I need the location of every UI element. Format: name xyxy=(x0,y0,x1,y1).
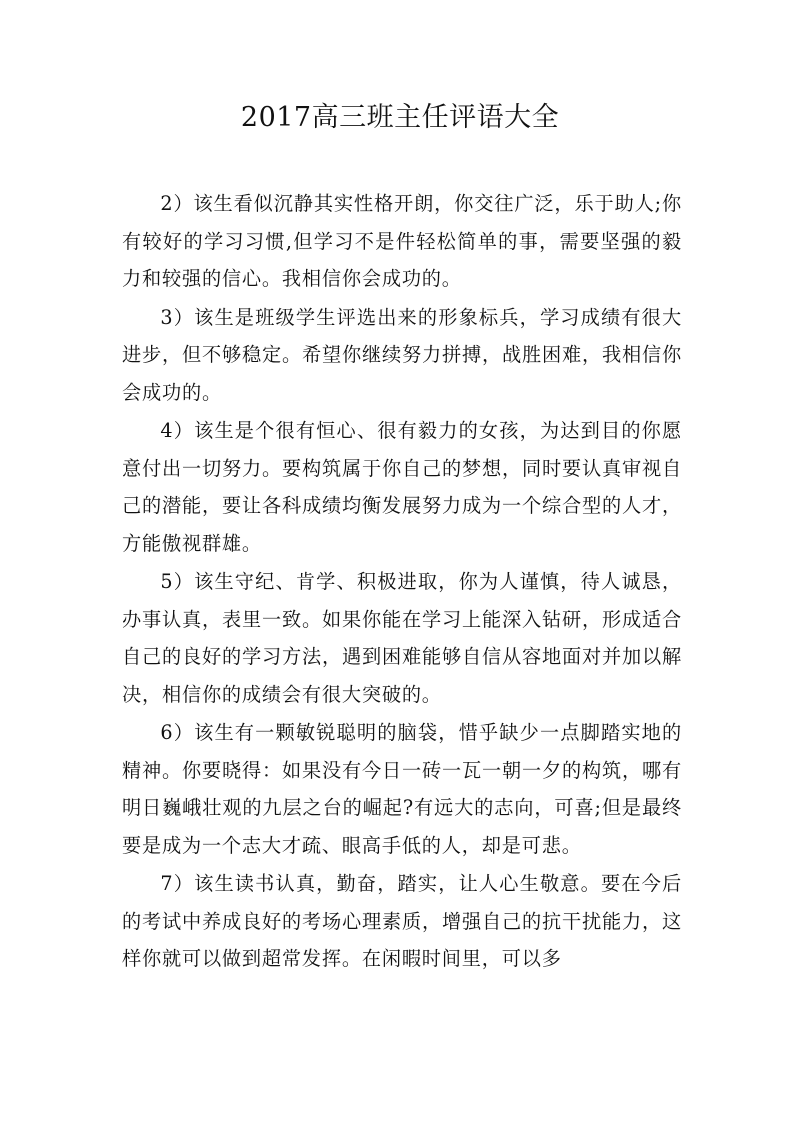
paragraph-comment-6: 6）该生有一颗敏锐聪明的脑袋，惜乎缺少一点脚踏实地的精神。你要晓得：如果没有今日一砖一瓦一朝一夕的构筑，哪有明日巍峨壮观的九层之台的崛起?有远大的志向，可喜;但是最终要是成为一个志大才疏、眼高手低的人，却是可悲。 xyxy=(122,721,682,857)
paragraph-comment-4: 4）该生是个很有恒心、很有毅力的女孩，为达到目的你愿意付出一切努力。要构筑属于你自己的梦想，同时要认真审视自己的潜能，要让各科成绩均衡发展努力成为一个综合型的人才，方能傲视群雄。 xyxy=(122,419,682,555)
document-body xyxy=(122,185,682,979)
paragraph-comment-2: 2）该生看似沉静其实性格开朗，你交往广泛，乐于助人;你有较好的学习习惯,但学习不是件轻松简单的事，需要坚强的毅力和较强的信心。我相信你会成功的。 xyxy=(122,192,682,290)
paragraph-comment-3: 3）该生是班级学生评选出来的形象标兵，学习成绩有很大进步，但不够稳定。希望你继续努力拼搏，战胜困难，我相信你会成功的。 xyxy=(122,305,682,404)
paragraph-comment-7: 7）该生读书认真，勤奋，踏实，让人心生敬意。要在今后的考试中养成良好的考场心理素质，增强自己的抗干扰能力，这样你就可以做到超常发挥。在闲暇时间里，可以多 xyxy=(122,872,682,970)
paragraph-comment-5: 5）该生守纪、肯学、积极进取，你为人谨慎，待人诚恳，办事认真，表里一致。如果你能在学习上能深入钻研，形成适合自己的良好的学习方法，遇到困难能够自信从容地面对并加以解决，相信你的成绩会有很大突破的。 xyxy=(122,570,682,706)
document-title: 2017高三班主任评语大全 xyxy=(240,102,560,133)
